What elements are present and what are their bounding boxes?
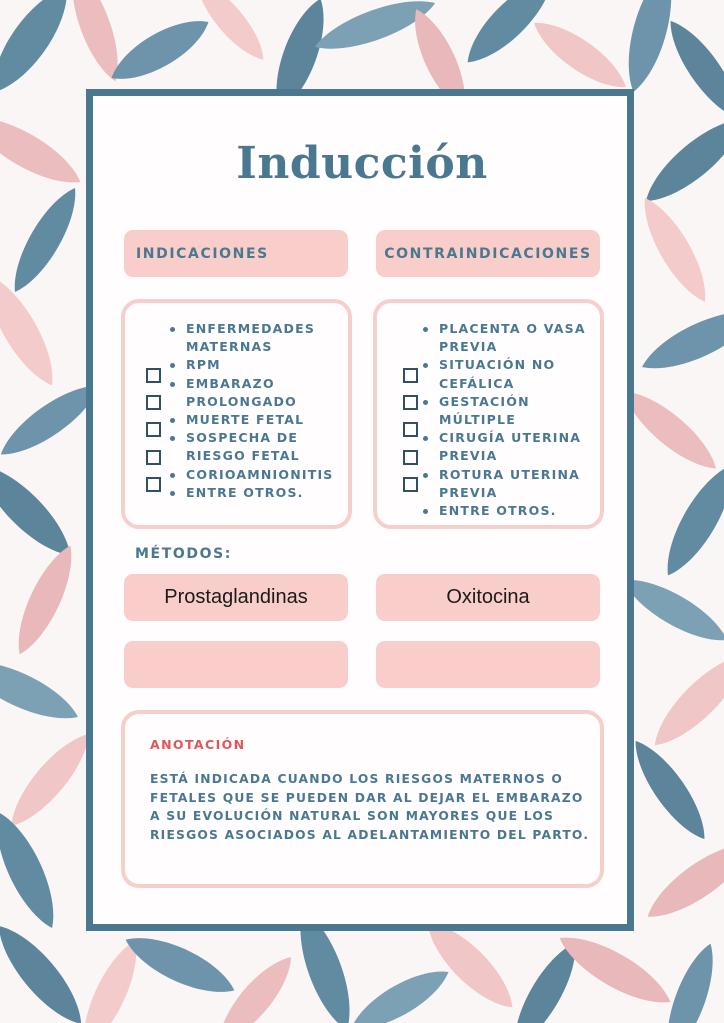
contraindicaciones-checkbox-4[interactable] [403,450,418,465]
list-item: ROTURA UTERINA PREVIA [421,466,597,502]
list-item: PLACENTA O VASA PREVIA [421,320,597,356]
contraindicaciones-list [421,320,597,520]
indicaciones-checkbox-4[interactable] [146,450,161,465]
list-item: GESTACIÓN MÚLTIPLE [421,393,597,429]
method-box-empty-1 [124,641,348,688]
contraindicaciones-header [376,230,600,277]
indicaciones-checkbox-5[interactable] [146,477,161,492]
list-item: RPM [168,356,346,374]
anotacion-label: ANOTACIÓN [150,737,246,752]
contraindicaciones-checkbox-1[interactable] [403,368,418,383]
list-item: SOSPECHA DE RIESGO FETAL [168,429,346,465]
indicaciones-header [124,230,348,277]
contraindicaciones-checkbox-5[interactable] [403,477,418,492]
indicaciones-checkbox-2[interactable] [146,395,161,410]
page-title: Inducción [236,138,488,189]
indicaciones-checkbox-3[interactable] [146,422,161,437]
list-item: MUERTE FETAL [168,411,346,429]
method-box-oxitocina [376,574,600,621]
list-item: ENTRE OTROS. [421,502,597,520]
contraindicaciones-checkbox-3[interactable] [403,422,418,437]
list-item: ENTRE OTROS. [168,484,346,502]
list-item: EMBARAZO PROLONGADO [168,375,346,411]
list-item: CORIOAMNIONITIS [168,466,346,484]
method-prostaglandinas: Prostaglandinas [164,586,308,608]
anotacion-text: ESTÁ INDICADA CUANDO LOS RIESGOS MATERNOS O FETALES QUE SE PUEDEN DAR AL DEJAR EL EMBARAZO A SU EVOLUCIÓN NATURAL SON MAYORES QUE LOS RIESGOS ASOCIADOS AL ADELANTAMIENTO DEL PARTO. [150,772,590,842]
method-box-prostaglandinas [124,574,348,621]
metodos-label: MÉTODOS: [135,546,232,562]
indicaciones-list [168,320,346,502]
indicaciones-checkbox-1[interactable] [146,368,161,383]
contraindicaciones-label: CONTRAINDICACIONES [384,245,592,262]
contraindicaciones-checkbox-2[interactable] [403,395,418,410]
list-item: ENFERMEDADES MATERNAS [168,320,346,356]
list-item: CIRUGÍA UTERINA PREVIA [421,429,597,465]
list-item: SITUACIÓN NO CEFÁLICA [421,356,597,392]
method-box-empty-2 [376,641,600,688]
method-oxitocina: Oxitocina [446,586,530,608]
indicaciones-label: INDICACIONES [136,245,269,262]
